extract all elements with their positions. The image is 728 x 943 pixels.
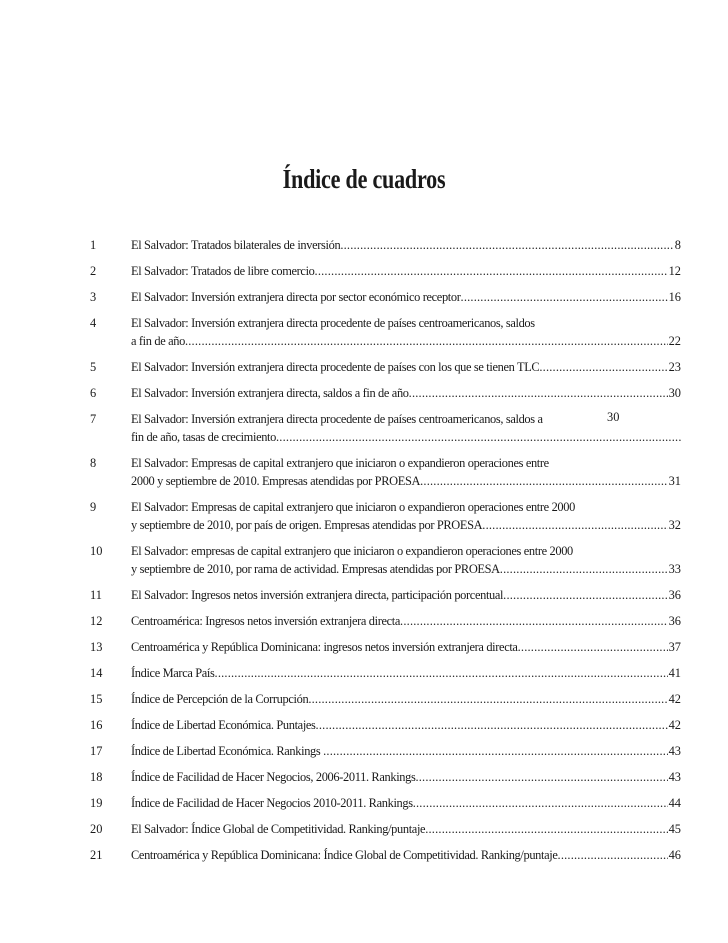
entry-page-number: 33 bbox=[668, 562, 681, 576]
toc-entry bbox=[90, 542, 681, 578]
toc-entry-line bbox=[90, 332, 681, 350]
entry-title: Índice de Percepción de la Corrupción bbox=[131, 692, 309, 706]
toc-entry bbox=[90, 742, 681, 760]
entry-title: Índice de Facilidad de Hacer Negocios 2010-2011. Rankings bbox=[131, 796, 413, 810]
entry-title-line bbox=[131, 664, 681, 682]
entry-page-number: 23 bbox=[668, 360, 681, 374]
entry-page-number: 45 bbox=[668, 822, 681, 836]
toc-entry bbox=[90, 690, 681, 708]
entry-title-line bbox=[131, 542, 681, 560]
toc-entry bbox=[90, 664, 681, 682]
entry-title: El Salvador: Empresas de capital extranjero que iniciaron o expandieron operaciones entre bbox=[131, 456, 549, 470]
entry-title-line bbox=[131, 314, 681, 332]
toc-entry-line bbox=[90, 410, 650, 428]
entry-title-line bbox=[131, 472, 681, 490]
entry-page-number: 31 bbox=[668, 474, 681, 488]
entry-title: El Salvador: Inversión extranjera directa por sector económico receptor bbox=[131, 290, 461, 304]
entry-title-line bbox=[131, 516, 681, 534]
entry-title-line bbox=[131, 560, 681, 578]
entry-number: 16 bbox=[90, 718, 103, 732]
toc-entry-line bbox=[90, 664, 681, 682]
entry-title: El Salvador: Ingresos netos inversión extranjera directa, participación porcentual bbox=[131, 588, 504, 602]
toc-entry-line bbox=[90, 472, 681, 490]
toc-entry-line bbox=[90, 586, 681, 604]
entry-number: 1 bbox=[90, 238, 97, 252]
entry-number: 21 bbox=[90, 848, 103, 862]
entry-title: El Salvador: Tratados bilaterales de inversión bbox=[131, 238, 341, 252]
entry-title-line bbox=[131, 454, 681, 472]
toc-entry bbox=[90, 846, 681, 864]
toc-entry bbox=[90, 612, 681, 630]
toc-entry-line bbox=[90, 638, 681, 656]
entry-title: Índice de Facilidad de Hacer Negocios, 2006-2011. Rankings bbox=[131, 770, 416, 784]
entry-title: El Salvador: Tratados de libre comercio bbox=[131, 264, 315, 278]
entry-title: Índice Marca País bbox=[131, 666, 215, 680]
entry-title-line bbox=[131, 236, 681, 254]
toc-entry-line bbox=[90, 612, 681, 630]
entry-page-number: 12 bbox=[668, 264, 681, 278]
toc-entry bbox=[90, 410, 650, 446]
entry-title-line bbox=[131, 638, 681, 656]
entry-page-number: 42 bbox=[668, 692, 681, 706]
entry-title-line bbox=[131, 358, 681, 376]
toc-entry-line bbox=[90, 454, 650, 472]
toc-entry-line bbox=[90, 288, 681, 306]
entry-title: a fin de año bbox=[131, 334, 185, 348]
entry-number: 3 bbox=[90, 290, 97, 304]
toc-entry-line bbox=[90, 742, 681, 760]
entry-number: 7 bbox=[90, 412, 97, 426]
toc-entry bbox=[90, 638, 681, 656]
entry-title: El Salvador: Inversión extranjera directa procedente de países centroamericanos, saldos bbox=[131, 316, 535, 330]
entry-page-number: 42 bbox=[668, 718, 681, 732]
toc-entry-line bbox=[90, 690, 681, 708]
toc-entry-line bbox=[90, 428, 650, 446]
toc-entry-line bbox=[90, 262, 681, 280]
entry-title: El Salvador: Empresas de capital extranjero que iniciaron o expandieron operaciones entre 2000 bbox=[131, 500, 575, 514]
entry-page-number: 22 bbox=[668, 334, 681, 348]
entry-title-line bbox=[131, 262, 681, 280]
entry-title-line bbox=[131, 742, 681, 760]
toc-entry-line bbox=[90, 560, 681, 578]
toc-entry bbox=[90, 820, 681, 838]
toc-entry bbox=[90, 768, 681, 786]
entry-title: El Salvador: Índice Global de Competitividad. Ranking/puntaje bbox=[131, 822, 426, 836]
entry-title-line bbox=[131, 690, 681, 708]
toc-entry bbox=[90, 716, 681, 734]
entry-title: fin de año, tasas de crecimiento bbox=[131, 430, 276, 444]
entry-title: Centroamérica: Ingresos netos inversión extranjera directa bbox=[131, 614, 401, 628]
entry-title-line bbox=[131, 768, 681, 786]
entry-number: 14 bbox=[90, 666, 103, 680]
entry-page-number: 37 bbox=[668, 640, 681, 654]
entry-title: El Salvador: Inversión extranjera directa procedente de países centroamericanos, saldos a bbox=[131, 412, 543, 426]
toc-entry-line bbox=[90, 384, 681, 402]
entry-number: 12 bbox=[90, 614, 103, 628]
entry-page-number: 36 bbox=[668, 588, 681, 602]
entry-title-line bbox=[131, 498, 681, 516]
entry-title-line bbox=[131, 794, 681, 812]
toc-entry-line bbox=[90, 542, 650, 560]
entry-title: 2000 y septiembre de 2010. Empresas atendidas por PROESA bbox=[131, 474, 421, 488]
entry-title-line bbox=[131, 820, 681, 838]
table-of-contents bbox=[90, 236, 681, 872]
toc-entry-line bbox=[90, 314, 650, 332]
toc-entry bbox=[90, 236, 681, 254]
toc-entry bbox=[90, 262, 681, 280]
entry-number: 9 bbox=[90, 500, 97, 514]
entry-number: 11 bbox=[90, 588, 102, 602]
entry-title: Centroamérica y República Dominicana: ingresos netos inversión extranjera directa bbox=[131, 640, 518, 654]
entry-title: El Salvador: empresas de capital extranjero que iniciaron o expandieron operaciones entre 2000 bbox=[131, 544, 573, 558]
entry-number: 18 bbox=[90, 770, 103, 784]
toc-entry bbox=[90, 794, 681, 812]
page-title: Índice de cuadros bbox=[282, 164, 446, 194]
entry-title: El Salvador: Inversión extranjera directa, saldos a fin de año bbox=[131, 386, 409, 400]
entry-page-number: 30 bbox=[668, 386, 681, 400]
entry-page-number: 8 bbox=[674, 238, 681, 252]
entry-title: Centroamérica y República Dominicana: Índice Global de Competitividad. Ranking/puntaje bbox=[131, 848, 558, 862]
toc-entry-line bbox=[90, 846, 681, 864]
entry-title: y septiembre de 2010, por rama de actividad. Empresas atendidas por PROESA bbox=[131, 562, 500, 576]
entry-title: y septiembre de 2010, por país de origen. Empresas atendidas por PROESA bbox=[131, 518, 483, 532]
entry-page-number: 41 bbox=[668, 666, 681, 680]
entry-number: 19 bbox=[90, 796, 103, 810]
entry-number: 4 bbox=[90, 316, 97, 330]
toc-entry bbox=[90, 498, 681, 534]
entry-title-line bbox=[131, 288, 681, 306]
toc-entry bbox=[90, 586, 681, 604]
entry-title-line bbox=[131, 612, 681, 630]
entry-page-number: 36 bbox=[668, 614, 681, 628]
toc-entry-line bbox=[90, 820, 681, 838]
entry-number: 2 bbox=[90, 264, 97, 278]
entry-title-line bbox=[131, 410, 681, 428]
toc-entry bbox=[90, 288, 681, 306]
entry-number: 17 bbox=[90, 744, 103, 758]
entry-title: El Salvador: Inversión extranjera directa procedente de países con los que se tienen TLC bbox=[131, 360, 540, 374]
entry-title-line bbox=[131, 384, 681, 402]
entry-number: 20 bbox=[90, 822, 103, 836]
entry-title: Índice de Libertad Económica. Rankings bbox=[131, 744, 324, 758]
toc-entry-line bbox=[90, 516, 681, 534]
toc-entry-line bbox=[90, 236, 681, 254]
entry-title: Índice de Libertad Económica. Puntajes bbox=[131, 718, 316, 732]
toc-entry bbox=[90, 384, 681, 402]
entry-number: 8 bbox=[90, 456, 97, 470]
entry-number: 5 bbox=[90, 360, 97, 374]
entry-number: 10 bbox=[90, 544, 103, 558]
entry-title-line bbox=[131, 428, 681, 446]
entry-page-number: 32 bbox=[668, 518, 681, 532]
entry-number: 13 bbox=[90, 640, 103, 654]
entry-page-number: 16 bbox=[668, 290, 681, 304]
entry-page-number: 46 bbox=[668, 848, 681, 862]
toc-entry bbox=[90, 314, 681, 350]
toc-entry-line bbox=[90, 358, 681, 376]
entry-page-number: 44 bbox=[668, 796, 681, 810]
entry-title-line bbox=[131, 716, 681, 734]
entry-page-number: 43 bbox=[668, 744, 681, 758]
toc-entry bbox=[90, 454, 681, 490]
toc-entry bbox=[90, 358, 681, 376]
entry-number: 15 bbox=[90, 692, 103, 706]
toc-entry-line bbox=[90, 498, 650, 516]
entry-title-line bbox=[131, 332, 681, 350]
entry-title-line bbox=[131, 586, 681, 604]
toc-entry-line bbox=[90, 768, 681, 786]
page-number: 30 bbox=[607, 410, 620, 424]
entry-page-number: 43 bbox=[668, 770, 681, 784]
toc-entry-line bbox=[90, 794, 681, 812]
toc-entry-line bbox=[90, 716, 681, 734]
entry-number: 6 bbox=[90, 386, 97, 400]
entry-title-line bbox=[131, 846, 681, 864]
